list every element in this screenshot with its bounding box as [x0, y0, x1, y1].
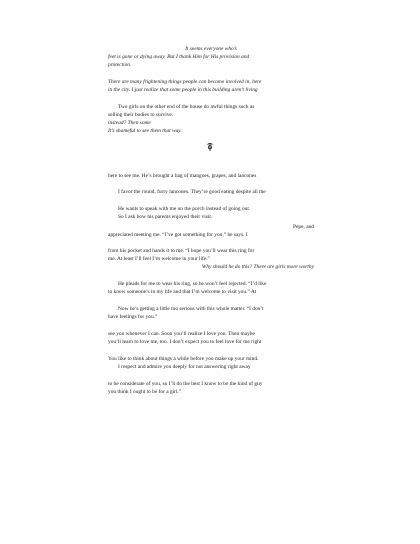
text-line: you’ll learn to love me, too. I don’t expect you to feel love for me right — [108, 339, 262, 345]
text-line: Pepe, and — [293, 224, 314, 230]
text-line: It’s shameful to see them that way. — [108, 128, 182, 134]
text-line: appreciated meeting me. “I’ve got something for you,” he says. I — [108, 232, 248, 238]
text-line: to be considerate of you, so I’ll do the best I know to be the kind of guy — [108, 381, 263, 387]
text-line: Now he’s getting a little too serious with this whole matter. “I don’t — [118, 306, 264, 312]
section-divider-ornament — [205, 142, 215, 152]
text-line: instead? Then some — [108, 120, 151, 126]
text-line: I respect and admire you deeply for not answering right away — [118, 364, 251, 370]
text-line: He pleads for me to wear his ring, so he won’t feel rejected. “I’d like — [118, 281, 267, 287]
text-line: see you whenever I can. Soon you’ll realize I love you. Then maybe — [108, 331, 255, 337]
text-line: He wants to speak with me on the porch instead of going out. — [118, 206, 251, 212]
text-line: to know someone’s in my life and that I’m welcome to visit you.” At — [108, 289, 257, 295]
text-line: feet is gone or dying away. But I thank Him for His provision and — [108, 54, 250, 60]
text-line: from his pocket and hands it to me. “I hope you’ll wear this ring for — [108, 248, 255, 254]
text-line: you think I ought to be for a girl.” — [108, 389, 182, 395]
text-line: in the city. I just realize that some people in this building aren’t living — [108, 87, 258, 93]
text-line: Two girls on the other end of the house do awful things such as — [118, 104, 255, 110]
text-line: here to see me. He’s brought a bag of mangoes, grapes, and lancones — [108, 173, 257, 179]
text-line: selling their bodies to survive. — [108, 112, 174, 118]
text-line: me. At least I’ll feel I’m welcome in your life.” — [108, 256, 210, 262]
text-line: So I ask how his parents enjoyed their visit. — [118, 214, 213, 220]
text-line: It seems everyone who’s — [185, 46, 237, 52]
text-line: I favor the round, furry lancones. They’re good eating despite all the — [118, 189, 266, 195]
text-line: have feelings for you.” — [108, 314, 158, 320]
text-line: You like to think about things a while before you make up your mind. — [108, 356, 259, 362]
text-line: There are many frightening things people can become involved in, here — [108, 79, 262, 85]
text-line: protection. — [108, 62, 132, 68]
text-line: Why should he do this? There are girls more worthy — [201, 264, 314, 270]
